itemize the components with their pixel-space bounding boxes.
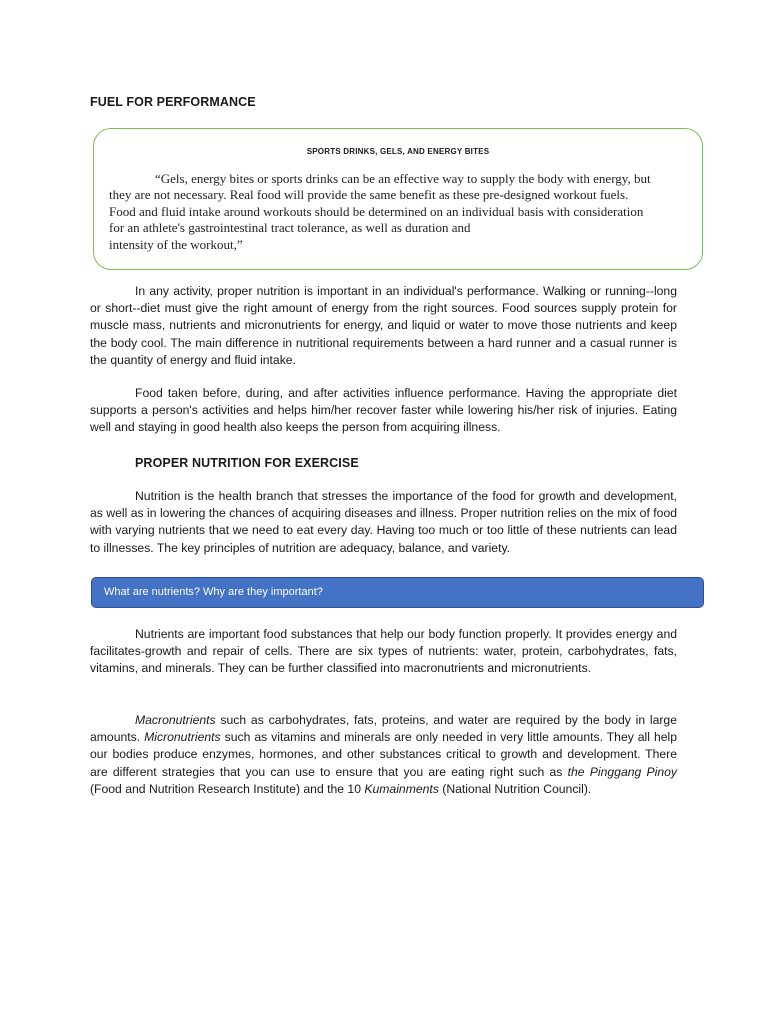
- paragraph: [90, 712, 677, 798]
- quote-line: for an athlete's gastrointestinal tract tolerance, as well as duration and: [109, 220, 471, 236]
- paragraph: [90, 488, 677, 557]
- paragraph-text: Nutrition is the health branch that stresses the importance of the food for growth and development, as well as in lowering the chances of acquiring diseases and illness. Proper nutrition relies on the mix of food with varying nutrients that we need to eat every day. Having too much or too little of these nutrients can lead to illnesses. The key principles of nutrition are adequacy, balance, and variety.: [90, 489, 677, 555]
- quote-line: “Gels, energy bites or sports drinks can be an effective way to supply the body with energy, but: [155, 171, 651, 186]
- section-heading: PROPER NUTRITION FOR EXERCISE: [135, 456, 359, 470]
- paragraph-text: (National Nutrition Council).: [438, 781, 592, 796]
- term-micronutrients: Micronutrients: [144, 730, 221, 745]
- paragraph: [90, 283, 677, 369]
- callout-box: [93, 128, 703, 270]
- quote-line: Food and fluid intake around workouts should be determined on an individual basis with consideration: [109, 203, 644, 219]
- quote-line: intensity of the workout,”: [109, 236, 243, 252]
- paragraph: [90, 385, 677, 437]
- paragraph-text: Nutrients are important food substances that help our body function properly. It provides energy and facilitates-growth and repair of cells. There are six types of nutrients: water, protein, carbohydrates, fats, vitamins, and minerals. They can be further classified into macronutrients and micronutrients.: [90, 627, 677, 676]
- callout-quote: [109, 171, 689, 253]
- paragraph-text: Food taken before, during, and after activities influence performance. Having the appropriate diet supports a person's activities and helps him/her recover faster while lowering his/her risk of injuries. Eating well and staying in good health also keeps the person from acquiring illness.: [90, 386, 677, 435]
- paragraph-text: such as vitamins and minerals are only needed in very little amounts. They all help our bodies produce enzymes, hormones, and other substances critical to growth and development. There are different strategies that you can use to ensure that you are eating right such as: [90, 730, 677, 779]
- term-pinggang-pinoy: the Pinggang Pinoy: [567, 764, 677, 779]
- term-kumainments: Kumainments: [364, 781, 439, 796]
- page-title: FUEL FOR PERFORMANCE: [90, 95, 256, 109]
- paragraph-text: In any activity, proper nutrition is important in an individual's performance. Walking or running--long or short--diet must give the right amount of energy from the right sources. Food sources supply protein for muscle mass, nutrients and micronutrients for energy, and liquid or water to move those nutrients and keep the body cool. The main difference in nutritional requirements between a hard runner and a casual runner is the quantity of energy and fluid intake.: [90, 284, 677, 367]
- term-macronutrients: Macronutrients: [135, 713, 216, 727]
- question-banner: What are nutrients? Why are they important?: [91, 577, 704, 608]
- paragraph-text: (Food and Nutrition Research Institute) and the 10: [90, 781, 365, 796]
- quote-line: they are not necessary. Real food will provide the same benefit as these pre-designed workout fuels.: [109, 187, 629, 203]
- paragraph: [90, 626, 677, 678]
- paragraph-text: such as carbohydrates, fats, proteins, and water are required by the body in large amounts.: [90, 713, 677, 745]
- callout-title: SPORTS DRINKS, GELS, AND ENERGY BITES: [306, 147, 490, 156]
